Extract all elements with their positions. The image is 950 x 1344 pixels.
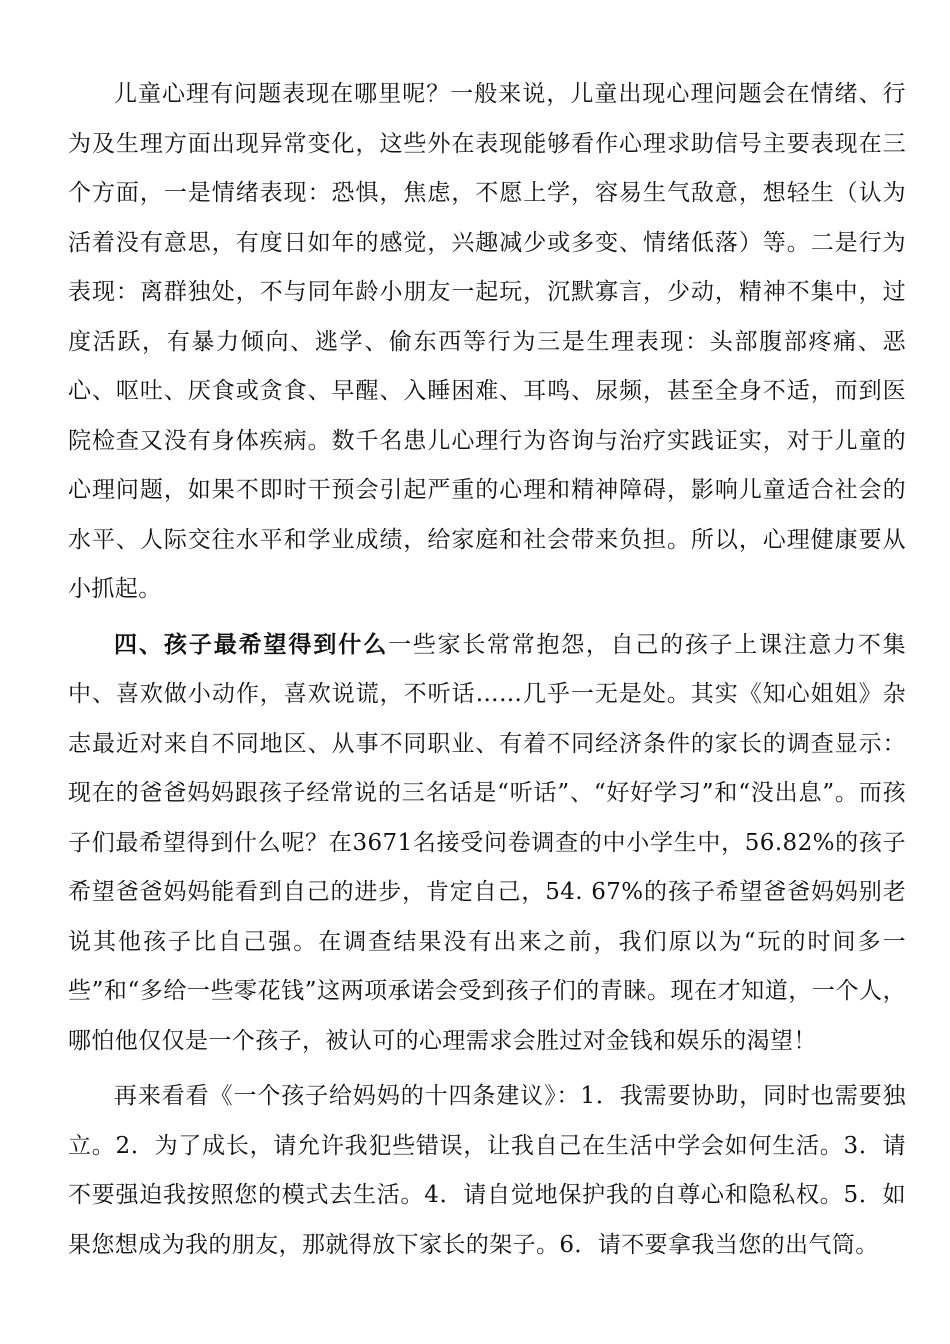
paragraph-body: 再来看看《一个孩子给妈妈的十四条建议》：1．我需要协助，同时也需要独立。2．为了成长，请允许我犯些错误，让我自己在生活中学会如何生活。3．请不要强迫我按照您的模式去生活。4．请自觉地保护我的自尊心和隐私权。5．如果您想成为我的朋友，那就得放下家长的架子。6．请不要拿我当您的出气筒。 [68,1083,906,1258]
paragraph-what-children-want [68,621,906,1067]
paragraph-fourteen-suggestions [68,1072,906,1270]
document-page [68,70,906,1270]
paragraph-child-psychology-signs [68,70,906,615]
section-heading: 四、孩子最希望得到什么 [114,631,389,658]
paragraph-body: 儿童心理有问题表现在哪里呢？一般来说，儿童出现心理问题会在情绪、行为及生理方面出现异常变化，这些外在表现能够看作心理求助信号主要表现在三个方面，一是情绪表现：恐惧，焦虑，不愿上学，容易生气敌意，想轻生（认为活着没有意思，有度日如年的感觉，兴趣减少或多变、情绪低落）等。二是行为表现：离群独处，不与同年龄小朋友一起玩，沉默寡言，少动，精神不集中，过度活跃，有暴力倾向、逃学、偷东西等行为三是生理表现：头部腹部疼痛、恶心、呕吐、厌食或贪食、早醒、入睡困难、耳鸣、尿频，甚至全身不适，而到医院检查又没有身体疾病。数千名患儿心理行为咨询与治疗实践证实，对于儿童的心理问题，如果不即时干预会引起严重的心理和精神障碍，影响儿童适合社会的水平、人际交往水平和学业成绩，给家庭和社会带来负担。所以，心理健康要从小抓起。 [68,81,906,602]
paragraph-body: 一些家长常常抱怨，自己的孩子上课注意力不集中、喜欢做小动作，喜欢说谎，不听话……几乎一无是处。其实《知心姐姐》杂志最近对来自不同地区、从事不同职业、有着不同经济条件的家长的调查显示：现在的爸爸妈妈跟孩子经常说的三名话是“听话”、“好好学习”和“没出息”。而孩子们最希望得到什么呢？在3671名接受问卷调查的中小学生中，56.82%的孩子希望爸爸妈妈能看到自己的进步，肯定自己，54. 67%的孩子希望爸爸妈妈别老说其他孩子比自己强。在调查结果没有出来之前，我们原以为“玩的时间多一些”和“多给一些零花钱”这两项承诺会受到孩子们的青睐。现在才知道，一个人，哪怕他仅仅是一个孩子，被认可的心理需求会胜过对金钱和娱乐的渴望！ [68,631,906,1054]
